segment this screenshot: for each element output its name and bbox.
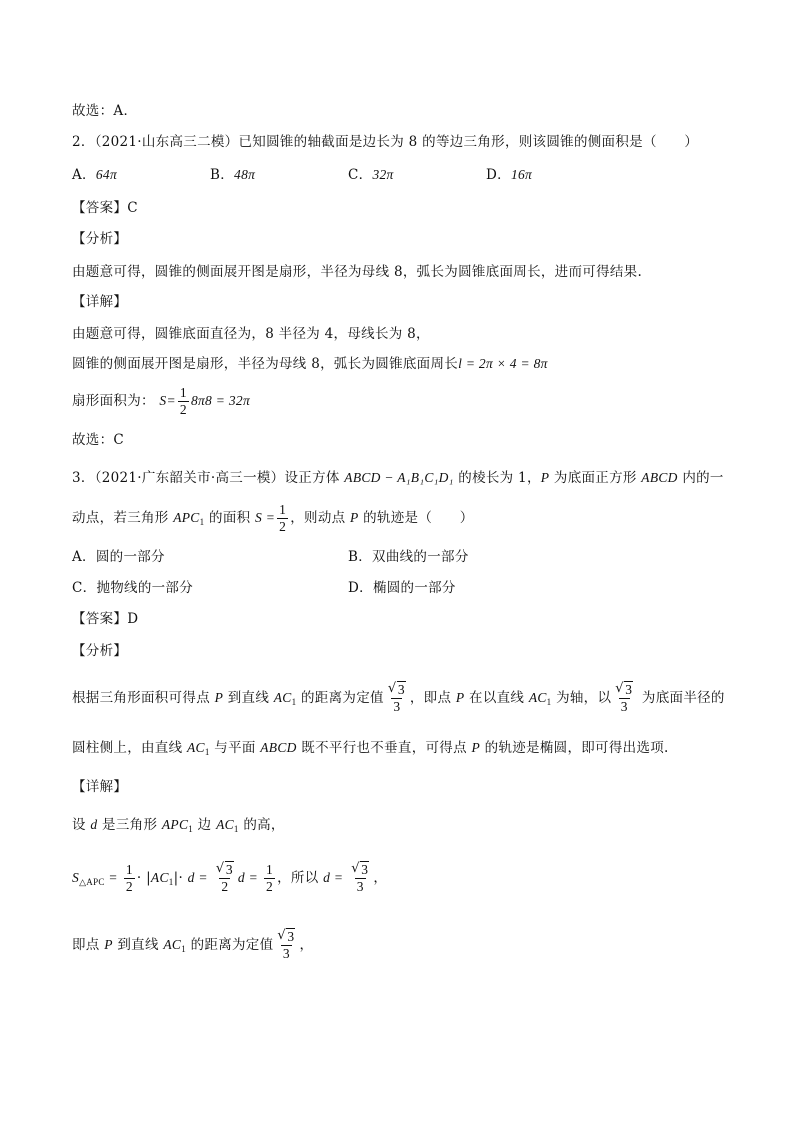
q3-option-c: C．抛物线的一部分: [72, 580, 194, 596]
sqrt3-over-2: √ 3 2: [215, 861, 233, 894]
q2-stem: 2．（2021·山东高三二模）已知圆锥的轴截面是边长为 8 的等边三角形，则该圆锥的侧面积是（ ）: [72, 134, 699, 150]
q2-analysis-head: 【分析】: [72, 231, 128, 247]
half-fraction: $\frac{1}{2}$: [125, 862, 133, 894]
q2-detail-1: 由题意可得，圆锥底面直径为，8 半径为 4，母线长为 8，: [72, 326, 430, 342]
q3-option-a: A．圆的一部分: [72, 549, 165, 565]
q3-option-d: D．椭圆的一部分: [348, 580, 456, 596]
q2-answer: 【答案】C: [72, 200, 138, 216]
q3-analysis-1: 根据三角形面积可得点 P 到直线 $AC_1$ 的距离为定值 √ 3 3 ，即点 P 在以直线 $AC_1$ 为轴，以 √ 3 3 为底面半径的: [72, 681, 725, 714]
q2-option-b: B．48π: [210, 167, 256, 183]
q3-detail-head: 【详解】: [72, 779, 128, 795]
half-fraction: $\frac{1}{2}$: [179, 385, 187, 417]
sqrt3-over-3: √ 3 3: [615, 681, 633, 714]
q3-detail-2: $S_{\triangle APC}$ = $\frac{1}{2}$ · $|AC_1|\cdot d$ = √ 3 2 d = $\frac{1}{2}$ ，所以 d = √ 3 3 ，: [72, 861, 388, 894]
q3-detail-1: 设 d 是三角形 $APC_1$ 边 $AC_1$ 的高，: [72, 817, 285, 834]
area-fraction: $\frac{1}{2}$: [279, 502, 287, 534]
q2-option-c: C．32π: [348, 167, 394, 183]
arc-length-formula: l = 2π × 4 = 8π: [458, 356, 548, 371]
q3-analysis-2: 圆柱侧上，由直线 $AC_1$ 与平面 ABCD 既不平行也不垂直，可得点 P 的轨迹是椭圆，即可得出选项.: [72, 740, 669, 757]
q2-option-a: A．64π: [72, 167, 118, 183]
q3-detail-3: 即点 P 到直线 $AC_1$ 的距离为定值 √ 3 3 ，: [72, 928, 314, 961]
prev-answer: 故选：A．: [72, 103, 138, 119]
q2-detail-2: 圆锥的侧面展开图是扇形，半径为母线 8，弧长为圆锥底面周长l = 2π × 4 = 8π: [72, 356, 548, 372]
q2-option-d: D．16π: [486, 167, 533, 183]
q3-stem-2: 动点，若三角形 $APC_1$ 的面积 S = $\frac{1}{2}$ ，则动点 P 的轨迹是（ ）: [72, 502, 474, 534]
q2-analysis: 由题意可得，圆锥的侧面展开图是扇形，半径为母线 8，弧长为圆锥底面周长，进而可得结果.: [72, 264, 643, 280]
q3-stem-1: 3．（2021·广东韶关市·高三一模）设正方体 ABCD − A₁B₁C₁D₁ 的棱长为 1，P 为底面正方形 ABCD 内的一: [72, 470, 724, 486]
q3-option-b: B．双曲线的一部分: [348, 549, 469, 565]
half-fraction: $\frac{1}{2}$: [266, 862, 274, 894]
q3-answer: 【答案】D: [72, 611, 139, 627]
q3-analysis-head: 【分析】: [72, 643, 128, 659]
sqrt3-over-3: √ 3 3: [351, 861, 369, 894]
q2-final: 故选：C: [72, 432, 125, 448]
sqrt3-over-3: √ 3 3: [277, 928, 295, 961]
q2-detail-head: 【详解】: [72, 294, 128, 310]
q2-detail-3: 扇形面积为： S= $\frac{1}{2}$ 8π8 = 32π: [72, 385, 251, 417]
sqrt3-over-3: √ 3 3: [387, 681, 405, 714]
